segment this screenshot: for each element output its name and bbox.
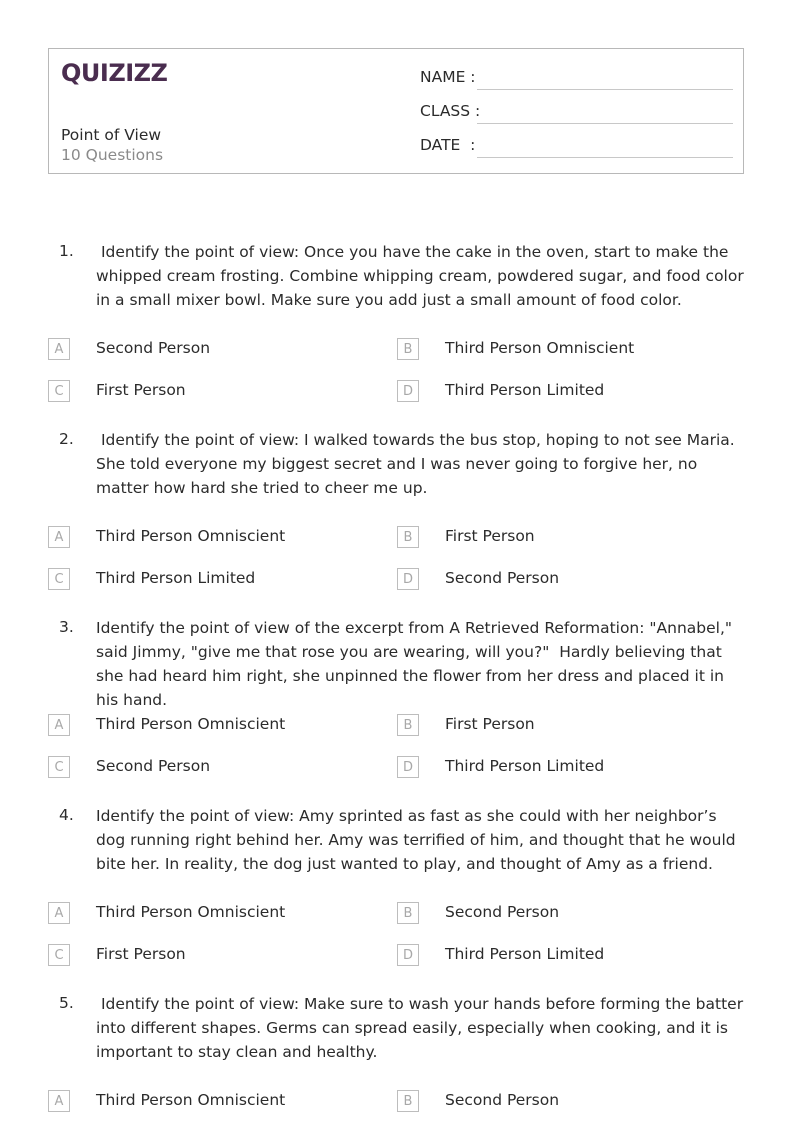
name-line — [477, 89, 733, 90]
option-a[interactable] — [48, 714, 286, 736]
option-text: Third Person Omniscient — [445, 339, 635, 357]
question-text: Identify the point of view: Once you have the cake in the oven, start to make the whipped cream frosting. Combine whipping cream, powdered sugar, and food color in a small mixer bowl. Make sure you add just a small amount of food color. — [96, 243, 749, 309]
option-letter: B — [397, 902, 419, 924]
option-c[interactable] — [48, 568, 256, 590]
question-text: Identify the point of view of the excerpt from A Retrieved Reformation: "Annabel," said Jimmy, "give me that rose you are wearing, will you?" Hardly believing that she had heard him right, she unpinned the flower from her dress and placed it in his hand. — [96, 619, 737, 709]
option-letter: A — [48, 902, 70, 924]
option-text: First Person — [445, 527, 535, 545]
option-letter: B — [397, 526, 419, 548]
class-line — [477, 123, 733, 124]
option-text: Third Person Limited — [445, 757, 605, 775]
option-b[interactable] — [397, 902, 560, 924]
worksheet-header — [48, 48, 744, 174]
option-letter: C — [48, 756, 70, 778]
question-number: 1. — [59, 242, 74, 260]
option-c[interactable] — [48, 944, 186, 966]
option-d[interactable] — [397, 380, 605, 402]
option-text: Third Person Omniscient — [96, 903, 286, 921]
option-letter: D — [397, 756, 419, 778]
option-b[interactable] — [397, 526, 535, 548]
option-a[interactable] — [48, 526, 286, 548]
date-line — [477, 157, 733, 158]
option-letter: D — [397, 944, 419, 966]
option-letter: B — [397, 338, 419, 360]
date-label: DATE : — [420, 136, 476, 154]
option-d[interactable] — [397, 944, 605, 966]
option-text: Third Person Omniscient — [96, 527, 286, 545]
option-letter: A — [48, 714, 70, 736]
option-letter: A — [48, 526, 70, 548]
option-text: Third Person Limited — [445, 381, 605, 399]
option-text: Second Person — [445, 569, 560, 587]
option-letter: C — [48, 568, 70, 590]
option-b[interactable] — [397, 338, 635, 360]
question-text: Identify the point of view: Amy sprinted as fast as she could with her neighbor’s dog running right behind her. Amy was terrified of him, and thought that he would bite her. In reality, the dog just wanted to play, and thought of Amy as a friend. — [96, 807, 741, 873]
question-text: Identify the point of view: I walked towards the bus stop, hoping to not see Maria. She told everyone my biggest secret and I was never going to forgive her, no matter how hard she tried to cheer me up. — [96, 431, 740, 497]
option-letter: B — [397, 714, 419, 736]
option-text: Third Person Limited — [445, 945, 605, 963]
question-number: 5. — [59, 994, 74, 1012]
option-text: Second Person — [96, 757, 211, 775]
option-letter: D — [397, 568, 419, 590]
option-a[interactable] — [48, 1090, 286, 1112]
option-letter: B — [397, 1090, 419, 1112]
option-letter: D — [397, 380, 419, 402]
option-d[interactable] — [397, 756, 605, 778]
worksheet-title: Point of View — [61, 126, 162, 144]
option-b[interactable] — [397, 1090, 560, 1112]
option-c[interactable] — [48, 380, 186, 402]
question-number: 2. — [59, 430, 74, 448]
option-b[interactable] — [397, 714, 535, 736]
question-number: 3. — [59, 618, 74, 636]
option-a[interactable] — [48, 338, 211, 360]
option-text: Third Person Limited — [96, 569, 256, 587]
quizizz-logo: QUIZIZZ — [61, 59, 168, 87]
option-d[interactable] — [397, 568, 560, 590]
option-text: Second Person — [445, 1091, 560, 1109]
option-letter: C — [48, 380, 70, 402]
option-text: Third Person Omniscient — [96, 1091, 286, 1109]
option-letter: C — [48, 944, 70, 966]
option-letter: A — [48, 1090, 70, 1112]
question-number: 4. — [59, 806, 74, 824]
option-text: First Person — [96, 381, 186, 399]
option-a[interactable] — [48, 902, 286, 924]
option-text: First Person — [445, 715, 535, 733]
question-count: 10 Questions — [61, 146, 164, 164]
class-label: CLASS : — [420, 102, 481, 120]
option-text: First Person — [96, 945, 186, 963]
option-text: Third Person Omniscient — [96, 715, 286, 733]
option-text: Second Person — [445, 903, 560, 921]
option-c[interactable] — [48, 756, 211, 778]
option-letter: A — [48, 338, 70, 360]
option-text: Second Person — [96, 339, 211, 357]
name-label: NAME : — [420, 68, 476, 86]
question-text: Identify the point of view: Make sure to wash your hands before forming the batter into different shapes. Germs can spread easily, especially when cooking, and it is important to stay clean and healthy. — [96, 995, 749, 1061]
